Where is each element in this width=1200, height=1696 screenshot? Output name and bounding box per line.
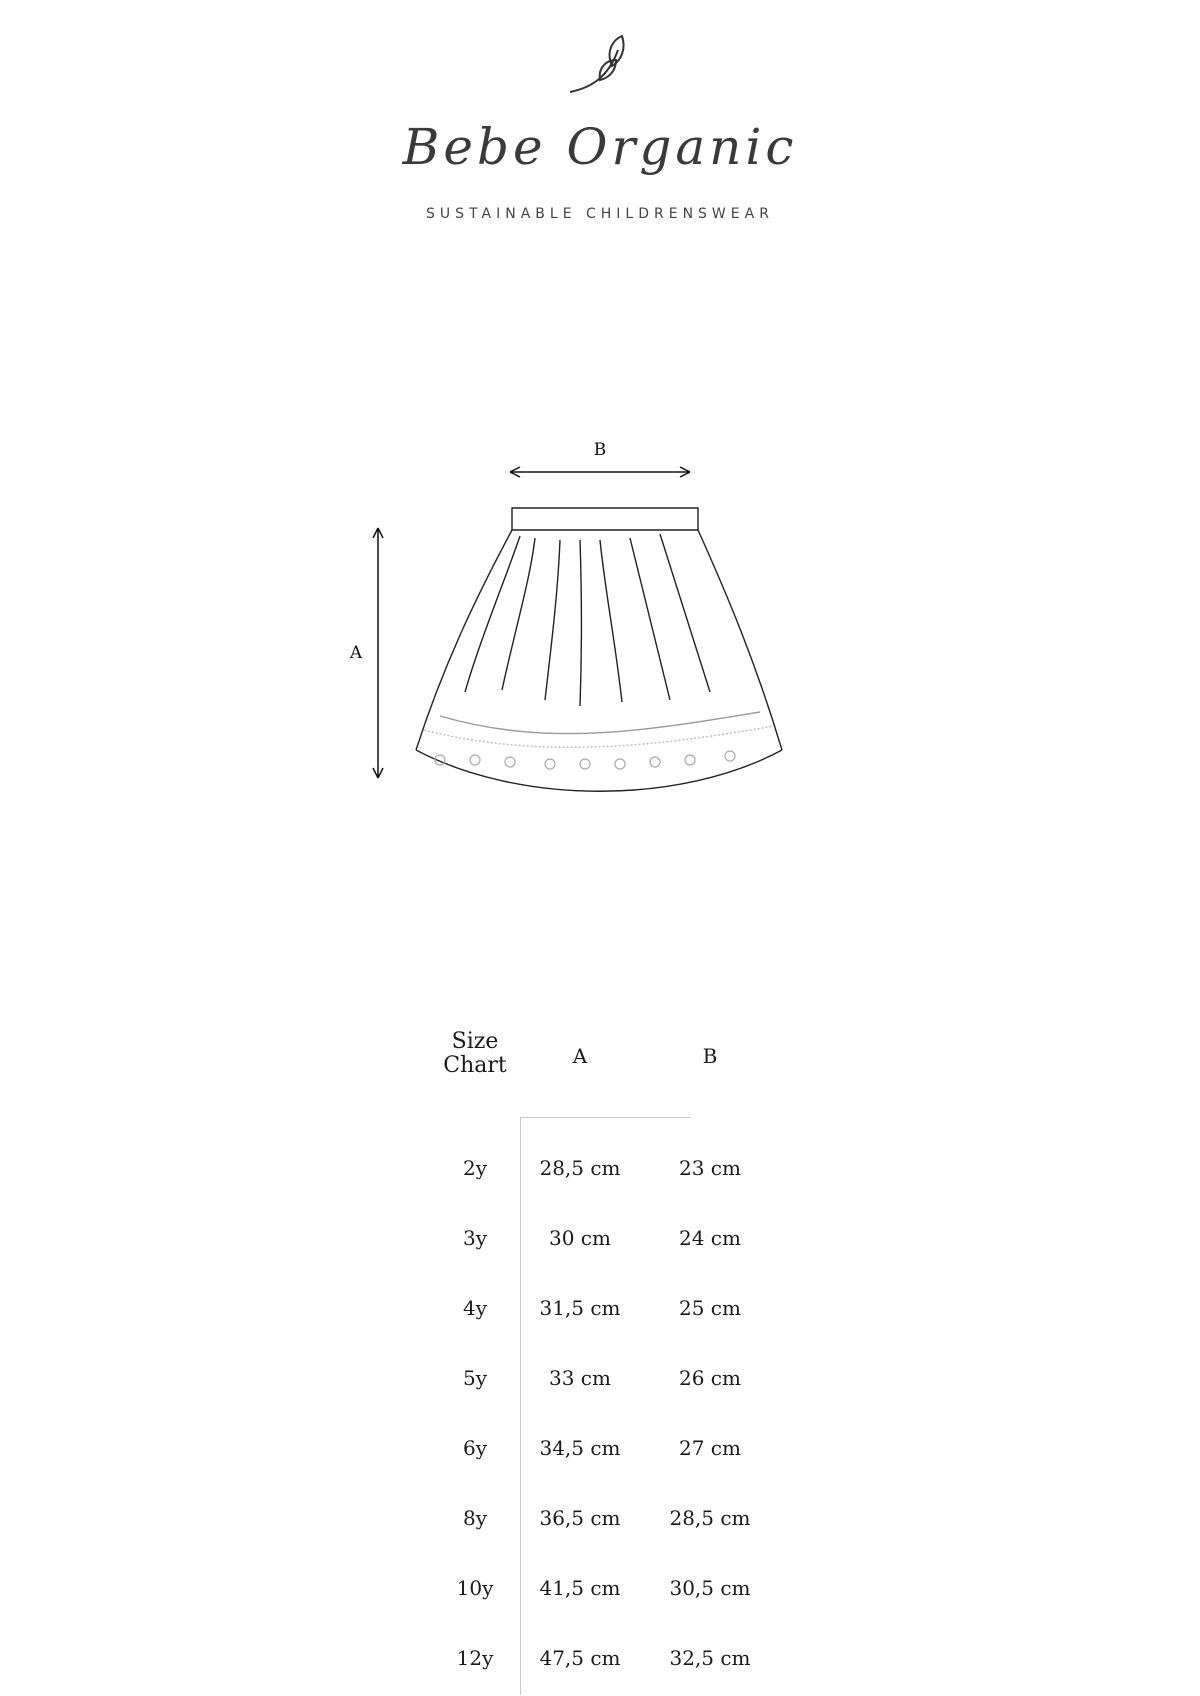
a-cell: 28,5 cm (539, 1156, 621, 1180)
size-cell: 12y (456, 1646, 494, 1670)
table-row (420, 1436, 780, 1466)
table-row (420, 1366, 780, 1396)
label-a: A (349, 643, 363, 663)
table-row (420, 1506, 780, 1536)
table-row (420, 1156, 780, 1186)
size-cell: 2y (462, 1156, 488, 1180)
a-cell: 34,5 cm (539, 1436, 621, 1460)
a-cell: 30 cm (549, 1226, 611, 1250)
b-column-header: B (702, 1044, 718, 1068)
size-cell: 6y (462, 1436, 488, 1460)
skirt-diagram (330, 430, 830, 810)
leaf-sprig-icon (560, 30, 640, 100)
table-row (420, 1646, 780, 1676)
a-cell: 33 cm (549, 1366, 611, 1390)
size-cell: 8y (462, 1506, 488, 1530)
size-column-header: Size Chart (443, 1029, 507, 1078)
a-cell: 47,5 cm (539, 1646, 621, 1670)
skirt-embroidery (435, 751, 735, 769)
b-cell: 24 cm (679, 1226, 741, 1250)
b-cell: 28,5 cm (669, 1506, 751, 1530)
a-cell: 36,5 cm (539, 1506, 621, 1530)
b-cell: 26 cm (679, 1366, 741, 1390)
header-divider (520, 1117, 690, 1118)
b-cell: 27 cm (679, 1436, 741, 1460)
a-cell: 41,5 cm (539, 1576, 621, 1600)
b-cell: 25 cm (679, 1296, 741, 1320)
size-cell: 3y (462, 1226, 488, 1250)
measurement-a-arrow (373, 528, 383, 778)
b-cell: 30,5 cm (669, 1576, 751, 1600)
skirt-illustration (416, 508, 782, 791)
column-divider (520, 1117, 521, 1695)
table-row (420, 1576, 780, 1606)
size-cell: 5y (462, 1366, 488, 1390)
b-cell: 32,5 cm (669, 1646, 751, 1670)
measurement-b-arrow (510, 467, 690, 477)
table-row (420, 1226, 780, 1256)
brand-name: Bebe Organic (402, 118, 798, 176)
brand-logo (0, 30, 1200, 230)
size-cell: 4y (462, 1296, 488, 1320)
table-row (420, 1296, 780, 1326)
brand-tagline: SUSTAINABLE CHILDRENSWEAR (426, 206, 774, 222)
a-column-header: A (572, 1044, 588, 1068)
size-cell: 10y (456, 1576, 494, 1600)
b-cell: 23 cm (679, 1156, 741, 1180)
label-b: B (593, 440, 607, 460)
a-cell: 31,5 cm (539, 1296, 621, 1320)
